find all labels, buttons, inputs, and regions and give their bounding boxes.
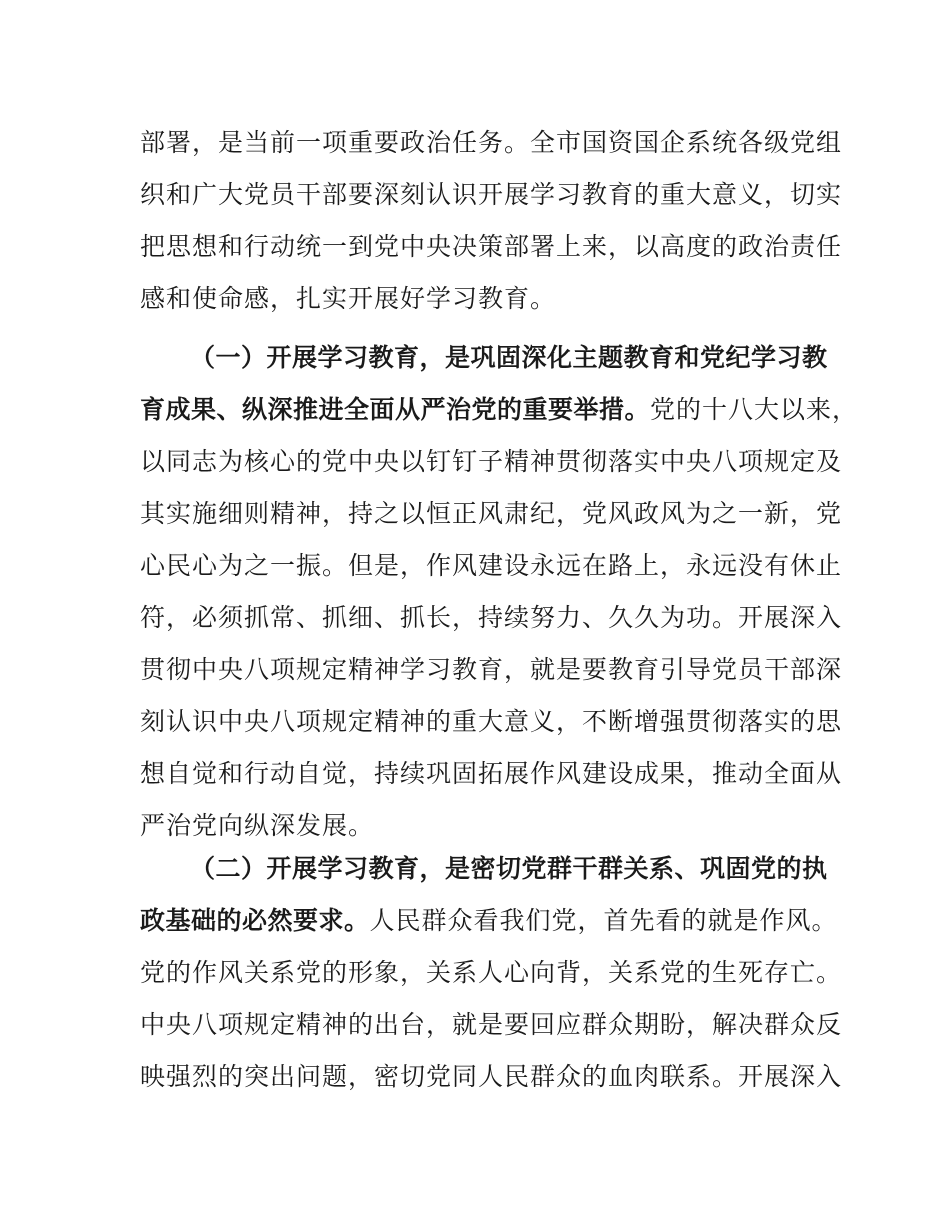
text-line: 想自觉和行动自觉，持续巩固拓展作风建设成果，推动全面从	[140, 759, 843, 788]
paragraph-intro	[140, 117, 843, 325]
section-heading: （一）开展学习教育，是巩固深化主题教育和党纪学习教	[190, 343, 828, 372]
section-heading-continued: 育成果、纵深推进全面从严治党的重要举措。	[140, 395, 651, 424]
section-heading-continued: 政基础的必然要求。	[140, 906, 370, 935]
text-line: 刻认识中央八项规定精神的重大意义，不断增强贯彻落实的思	[140, 707, 843, 736]
text-line: 心民心为之一振。但是，作风建设永远在路上，永远没有休止	[140, 551, 843, 580]
text-line: 映强烈的突出问题，密切党同人民群众的血肉联系。开展深入	[140, 1062, 843, 1091]
text-line-mixed	[140, 384, 859, 436]
text-line: 符，必须抓常、抓细、抓长，持续努力、久久为功。开展深入	[140, 603, 843, 632]
text-line: 严治党向纵深发展。	[140, 811, 375, 840]
section-heading: （二）开展学习教育，是密切党群干群关系、巩固党的执	[190, 854, 828, 883]
text-line: 感和使命感，扎实开展好学习教育。	[140, 284, 557, 313]
text-line: 以同志为核心的党中央以钉钉子精神贯彻落实中央八项规定及	[140, 447, 843, 476]
paragraph-section-one	[140, 332, 859, 852]
text-line: 贯彻中央八项规定精神学习教育，就是要教育引导党员干部深	[140, 655, 843, 684]
text-fragment: 人民群众看我们党，首先看的就是作风。	[369, 906, 838, 935]
paragraph-section-two	[140, 843, 843, 1103]
text-line: 织和广大党员干部要深刻认识开展学习教育的重大意义，切实	[140, 180, 843, 209]
text-line: 党的作风关系党的形象，关系人心向背，关系党的生死存亡。	[140, 958, 843, 987]
text-line: 把思想和行动统一到党中央决策部署上来，以高度的政治责任	[140, 232, 843, 261]
text-fragment: 党的十八大以来，	[650, 395, 859, 424]
text-line: 部署，是当前一项重要政治任务。全市国资国企系统各级党组	[140, 128, 843, 157]
text-line: 中央八项规定精神的出台，就是要回应群众期盼，解决群众反	[140, 1010, 843, 1039]
text-line: 其实施细则精神，持之以恒正风肃纪，党风政风为之一新，党	[140, 499, 843, 528]
text-line-mixed	[140, 895, 838, 947]
